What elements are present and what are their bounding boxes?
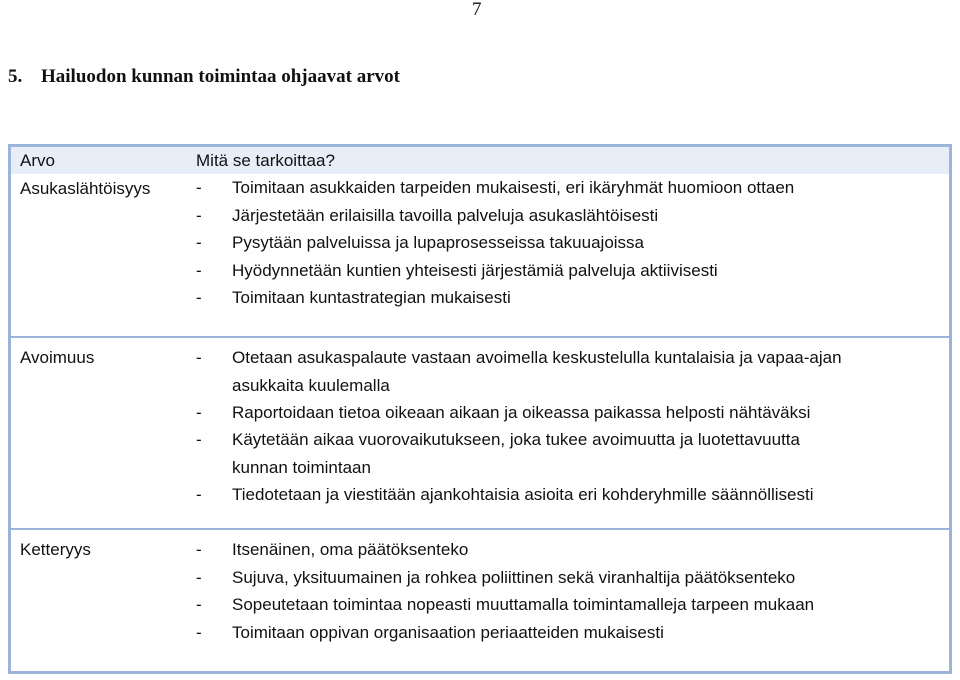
dash-bullet: - (196, 288, 202, 307)
dash-bullet: - (196, 178, 202, 197)
header-value-column: Arvo (20, 151, 55, 170)
list-item: - Pysytään palveluissa ja lupaprosesseissa takuuajoissa (196, 229, 941, 257)
dash-bullet: - (196, 540, 202, 559)
section-number: 5. (8, 66, 23, 87)
list-item: - Toimitaan asukkaiden tarpeiden mukaisesti, eri ikäryhmät huomioon ottaen (196, 174, 941, 202)
value-name-asukaslahtoisyys: Asukaslähtöisyys (20, 179, 151, 198)
list-item: - Toimitaan oppivan organisaation periaatteiden mukaisesti (196, 619, 941, 647)
table-header-row (11, 147, 949, 174)
dash-bullet: - (196, 430, 202, 449)
section-heading (8, 66, 400, 88)
section-title: Hailuodon kunnan toimintaa ohjaavat arvot (41, 66, 400, 87)
values-table (8, 144, 952, 674)
row-divider (11, 528, 949, 530)
list-item: - Raportoidaan tietoa oikeaan aikaan ja oikeassa paikassa helposti nähtäväksi (196, 399, 941, 427)
dash-bullet: - (196, 205, 202, 225)
dash-bullet: - (196, 622, 202, 642)
list-item: - Itsenäinen, oma päätöksenteko (196, 536, 941, 564)
list-item: - Hyödynnetään kuntien yhteisesti järjestämiä palveluja aktiivisesti (196, 257, 941, 285)
list-item: - Tiedotetaan ja viestitään ajankohtaisia asioita eri kohderyhmille säännöllisesti (196, 481, 941, 509)
dash-bullet: - (196, 260, 202, 280)
list-item: - Otetaan asukaspalaute vastaan avoimella keskustelulla kuntalaisia ja vapaa-ajan asukkaita kuulemalla (196, 344, 941, 399)
dash-bullet: - (196, 233, 202, 252)
list-item: - Sujuva, yksituumainen ja rohkea poliittinen sekä viranhaltija päätöksenteko (196, 564, 941, 592)
meaning-list-asukaslahtoisyys (196, 174, 941, 312)
row-divider (11, 336, 949, 338)
list-item: - Sopeutetaan toimintaa nopeasti muuttamalla toimintamalleja tarpeen mukaan (196, 591, 941, 619)
meaning-list-avoimuus (196, 344, 941, 508)
list-item: - Toimitaan kuntastrategian mukaisesti (196, 284, 941, 312)
list-item: - Järjestetään erilaisilla tavoilla palveluja asukaslähtöisesti (196, 202, 941, 230)
dash-bullet: - (196, 567, 202, 587)
dash-bullet: - (196, 595, 202, 614)
meaning-list-ketteryys (196, 536, 941, 646)
value-name-avoimuus: Avoimuus (20, 348, 95, 367)
page-number: 7 (472, 0, 482, 20)
value-name-ketteryys: Ketteryys (20, 540, 91, 559)
header-meaning-column: Mitä se tarkoittaa? (196, 151, 335, 170)
dash-bullet: - (196, 484, 202, 504)
list-item: - Käytetään aikaa vuorovaikutukseen, joka tukee avoimuutta ja luotettavuutta kunnan toimintaan (196, 426, 941, 481)
dash-bullet: - (196, 348, 202, 367)
dash-bullet: - (196, 402, 202, 422)
